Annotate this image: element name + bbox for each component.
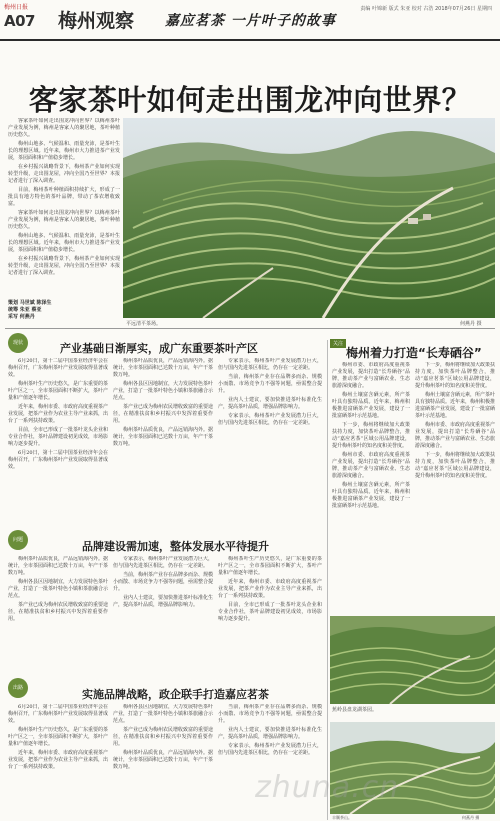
body-column <box>113 556 213 676</box>
page-headline: 客家茶叶如何走出围龙冲向世界？ <box>28 83 472 117</box>
body-paragraph: 专家表示，梅州茶叶产业发展潜力巨大，但与国内先进茶区相比，仍存在一定差距。 <box>218 413 322 426</box>
body-column <box>218 556 322 676</box>
body-column <box>8 556 108 676</box>
body-paragraph: 6月20日，第十二届中国茶业经济年会在梅州召开，广东梅州茶叶产业发展取得显著成效。 <box>8 450 108 470</box>
body-paragraph: 茶产业已成为梅州农民增收致富的重要途径，在精准扶贫和乡村振兴中发挥着重要作用。 <box>8 602 108 622</box>
section-divider <box>5 328 495 329</box>
body-paragraph: 梅州茶叶品质优良，产品远销海内外。据统计，全市茶园面积已达数十万亩，年产干茶数万吨。 <box>8 556 108 576</box>
body-paragraph: 梅州各县区因地制宜，大力发展特色茶叶产业，打造了一批茶叶特色小镇和茶旅融合示范点。 <box>113 381 213 401</box>
section-title: 实施品牌战略，政企联手打造嘉应茗茶 <box>82 688 269 701</box>
intro-paragraph: 目前，梅州茶叶种植面积持续扩大，形成了一批具有地方特色的茶叶品牌，带动了茶农增收致富。 <box>8 187 120 207</box>
body-paragraph: 当前，梅州茶产业存在品牌多而杂、规模小而散、市场竞争力不强等问题，亟需整合提升。 <box>218 704 322 724</box>
body-paragraph: 当前，梅州茶产业存在品牌多而杂、规模小而散、市场竞争力不强等问题，亟需整合提升。 <box>113 572 213 592</box>
side-feature-tag: 关注 <box>330 339 346 348</box>
side-text-column <box>415 362 495 612</box>
section-badge: 现状 <box>8 333 28 353</box>
body-paragraph: 业内人士建议，要加快推进茶叶标准化生产，提高茶叶品质，增强品牌影响力。 <box>218 397 322 410</box>
body-paragraph: 目前，全市已形成了一批茶叶龙头企业和专业合作社，茶叶品牌建设初见成效，市场影响力逐步提升。 <box>218 602 322 622</box>
tea-plantation-photo <box>123 118 495 318</box>
body-paragraph: 业内人士建议，要加快推进茶叶标准化生产，提高茶叶品质，增强品牌影响力。 <box>113 595 213 608</box>
body-paragraph: 梅州茶叶品质优良，产品远销海内外。据统计，全市茶园面积已达数十万亩，年产干茶数万吨。 <box>113 427 213 447</box>
section-name: 梅州观察 <box>58 10 135 32</box>
side-paragraph: 梅州土壤富含硒元素，所产茶叶具有独特品质。近年来，梅州积极推进富硒茶产业发展，建设了一批富硒茶叶示范基地。 <box>332 482 410 509</box>
section-badge: 出路 <box>8 678 28 698</box>
watermark-text: zhuna.cn <box>255 770 400 805</box>
body-paragraph: 专家表示，梅州茶叶产业发展潜力巨大，但与国内先进茶区相比，仍存在一定差距。 <box>113 556 213 569</box>
body-paragraph: 专家表示，梅州茶叶产业发展潜力巨大，但与国内先进茶区相比，仍存在一定差距。 <box>218 358 322 371</box>
side-paragraph: 梅州市委、市政府高度重视茶产业发展，提出打造“长寿硒谷”品牌，推动茶产业与富硒农业、生态旅游深度融合。 <box>332 452 410 479</box>
tea-garden-photo <box>330 616 495 704</box>
masthead-rule <box>0 39 500 41</box>
brand-name: 梅州日报 <box>4 4 29 11</box>
edition-number: A07 <box>4 12 35 30</box>
photo-credit: 何燕丹 摄 <box>460 321 482 327</box>
body-column <box>218 358 322 528</box>
photo2-caption: 蕉岭县盘龙湖茶园。 <box>332 707 378 713</box>
body-paragraph: 茶产业已成为梅州农民增收致富的重要途径，在精准扶贫和乡村振兴中发挥着重要作用。 <box>113 404 213 424</box>
intro-paragraph: 在乡村振兴战略背景下，梅州茶产业如何实现转型升级，走出围龙屋，冲向全国乃至世界？本报记者进行了深入调查。 <box>8 256 120 276</box>
photo3-credit: 何燕丹 摄 <box>462 815 480 820</box>
side-paragraph: 下一步，梅州将继续加大政策扶持力度，加快茶叶品牌整合，推动“嘉应茗茶”区域公用品牌建设，提升梅州茶叶的知名度和美誉度。 <box>332 422 410 449</box>
section-slogan: 嘉应茗茶 一片叶子的故事 <box>165 13 336 29</box>
intro-paragraph: 梅州山地多、气候温和、雨量充沛，是茶叶生长的理想区域。近年来，梅州市大力推进茶产业发展，茶园面积和产值稳步增长。 <box>8 233 120 253</box>
body-paragraph: 梅州茶叶生产历史悠久，是广东重要的茶叶产区之一，全市茶园面积不断扩大，茶叶产量和产值逐年增长。 <box>8 727 108 747</box>
body-paragraph: 梅州茶叶品质优良，产品远销海内外。据统计，全市茶园面积已达数十万亩，年产干茶数万吨。 <box>113 358 213 378</box>
date-info: 责编 叶锦新 版式 朱亚 校对 古浩 2018年07月26日 星期四 <box>360 6 492 12</box>
editor-line: 采写 何燕丹 <box>8 314 35 320</box>
section-title: 品牌建设需加速，整体发展水平待提升 <box>82 540 269 553</box>
body-paragraph: 业内人士建议，要加快推进茶叶标准化生产，提高茶叶品质，增强品牌影响力。 <box>218 727 322 740</box>
side-text-column <box>332 362 410 612</box>
editor-line: 统筹 朱亚 蔡亚 <box>8 307 42 313</box>
side-paragraph: 梅州土壤富含硒元素，所产茶叶具有独特品质。近年来，梅州积极推进富硒茶产业发展，建设了一批富硒茶叶示范基地。 <box>332 392 410 419</box>
body-paragraph: 梅州各县区因地制宜，大力发展特色茶叶产业，打造了一批茶叶特色小镇和茶旅融合示范点。 <box>113 704 213 724</box>
side-paragraph: 梅州市委、市政府高度重视茶产业发展，提出打造“长寿硒谷”品牌，推动茶产业与富硒农业、生态旅游深度融合。 <box>332 362 410 389</box>
photo-caption: 平远清平茶场。 <box>126 321 162 327</box>
intro-column <box>8 118 120 296</box>
editors-block <box>8 300 120 321</box>
body-paragraph: 专家表示，梅州茶叶产业发展潜力巨大，但与国内先进茶区相比，仍存在一定差距。 <box>218 743 322 756</box>
body-paragraph: 近年来，梅州市委、市政府高度重视茶产业发展，把茶产业作为农业主导产业来抓，出台了一系列扶持政策。 <box>218 579 322 599</box>
body-column <box>8 358 108 528</box>
body-column <box>8 704 108 816</box>
photo3-caption: 丰顺茶山。 <box>332 815 352 820</box>
body-paragraph: 当前，梅州茶产业存在品牌多而杂、规模小而散、市场竞争力不强等问题，亟需整合提升。 <box>218 374 322 394</box>
body-paragraph: 梅州各县区因地制宜，大力发展特色茶叶产业，打造了一批茶叶特色小镇和茶旅融合示范点。 <box>8 579 108 599</box>
body-paragraph: 近年来，梅州市委、市政府高度重视茶产业发展，把茶产业作为农业主导产业来抓，出台了一系列扶持政策。 <box>8 404 108 424</box>
body-column <box>113 358 213 528</box>
intro-paragraph: 梅州山地多、气候温和、雨量充沛，是茶叶生长的理想区域。近年来，梅州市大力推进茶产业发展，茶园面积和产值稳步增长。 <box>8 141 120 161</box>
body-paragraph: 梅州茶叶品质优良，产品远销海内外。据统计，全市茶园面积已达数十万亩，年产干茶数万吨。 <box>113 750 213 770</box>
side-paragraph: 下一步，梅州将继续加大政策扶持力度，加快茶叶品牌整合，推动“嘉应茗茶”区域公用品牌建设，提升梅州茶叶的知名度和美誉度。 <box>415 452 495 479</box>
body-paragraph: 梅州茶叶生产历史悠久，是广东重要的茶叶产区之一，全市茶园面积不断扩大，茶叶产量和产值逐年增长。 <box>8 381 108 401</box>
intro-paragraph: 在乡村振兴战略背景下，梅州茶产业如何实现转型升级，走出围龙屋，冲向全国乃至世界？本报记者进行了深入调查。 <box>8 164 120 184</box>
editor-line: 策划 马世斌 陈泽生 <box>8 300 52 306</box>
body-paragraph: 目前，全市已形成了一批茶叶龙头企业和专业合作社，茶叶品牌建设初见成效，市场影响力逐步提升。 <box>8 427 108 447</box>
section-badge: 问题 <box>8 530 28 550</box>
body-paragraph: 近年来，梅州市委、市政府高度重视茶产业发展，把茶产业作为农业主导产业来抓，出台了一系列扶持政策。 <box>8 750 108 770</box>
body-paragraph: 茶产业已成为梅州农民增收致富的重要途径，在精准扶贫和乡村振兴中发挥着重要作用。 <box>113 727 213 747</box>
intro-paragraph: 客家茶叶如何走出围龙冲向世界？以梅州茶叶产业发展为例，梅州是客家人的聚居地，茶叶种植历史悠久。 <box>8 118 120 138</box>
side-paragraph: 梅州市委、市政府高度重视茶产业发展，提出打造“长寿硒谷”品牌，推动茶产业与富硒农业、生态旅游深度融合。 <box>415 422 495 449</box>
side-paragraph: 下一步，梅州将继续加大政策扶持力度，加快茶叶品牌整合，推动“嘉应茗茶”区域公用品牌建设，提升梅州茶叶的知名度和美誉度。 <box>415 362 495 389</box>
side-paragraph: 梅州土壤富含硒元素，所产茶叶具有独特品质。近年来，梅州积极推进富硒茶产业发展，建设了一批富硒茶叶示范基地。 <box>415 392 495 419</box>
body-paragraph: 6月20日，第十二届中国茶业经济年会在梅州召开，广东梅州茶叶产业发展取得显著成效。 <box>8 704 108 724</box>
intro-paragraph: 客家茶叶如何走出围龙冲向世界？以梅州茶叶产业发展为例，梅州是客家人的聚居地，茶叶种植历史悠久。 <box>8 210 120 230</box>
side-feature-title: 梅州着力打造“长寿硒谷” <box>346 346 482 360</box>
section-title: 产业基础日渐厚实，成广东重要茶叶产区 <box>60 342 258 355</box>
body-paragraph: 6月20日，第十二届中国茶业经济年会在梅州召开，广东梅州茶叶产业发展取得显著成效。 <box>8 358 108 378</box>
body-paragraph: 梅州茶叶生产历史悠久，是广东重要的茶叶产区之一，全市茶园面积不断扩大，茶叶产量和产值逐年增长。 <box>218 556 322 576</box>
body-column <box>113 704 213 816</box>
masthead <box>0 0 500 40</box>
